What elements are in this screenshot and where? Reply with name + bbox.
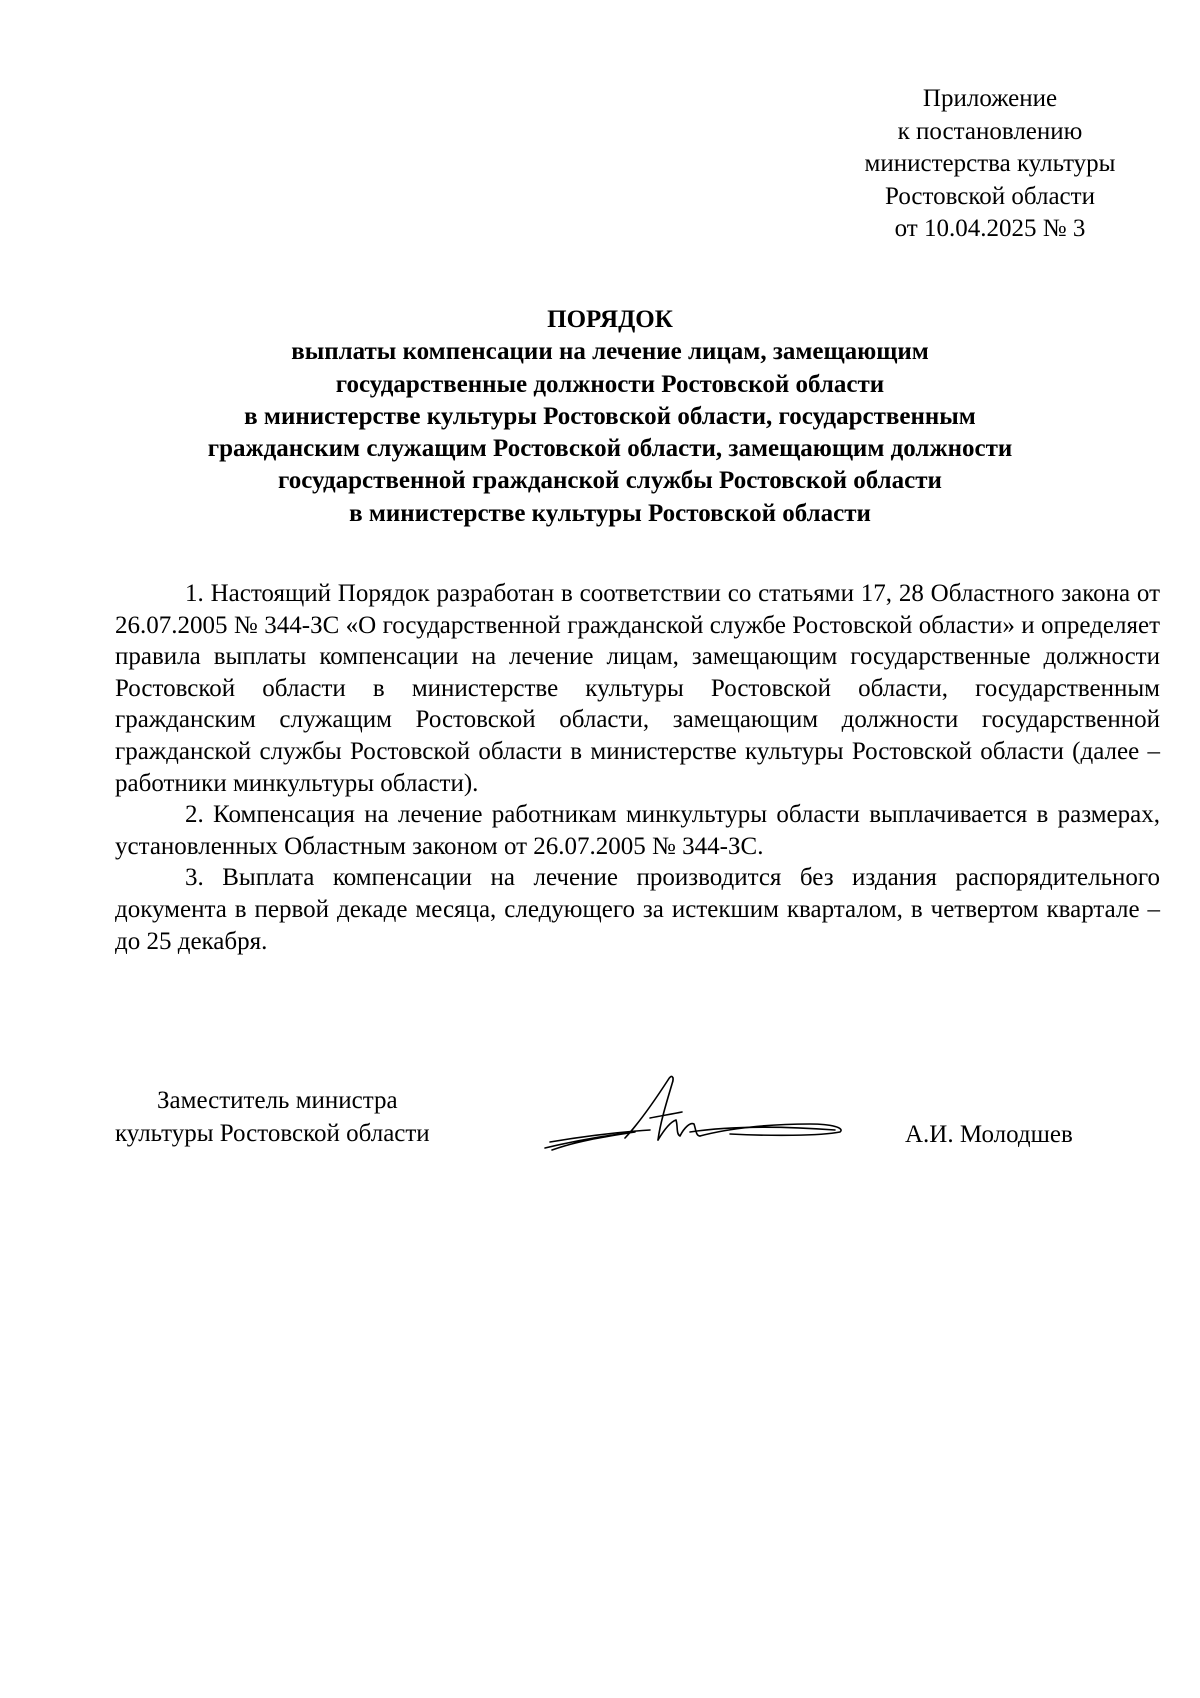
title-heading: ПОРЯДОК [547, 306, 673, 333]
appendix-block [830, 83, 1150, 246]
paragraph-1: 1. Настоящий Порядок разработан в соответствии со статьями 17, 28 Областного закона от 26.07.2005 № 344-ЗС «О государственной гражданской службе Ростовской области» и определяет правила выплаты компенсации на лечение лицам, замещающим государственные должности Ростовской области в министерстве культуры Ростовской области, государственным гражданским служащим Ростовской области, замещающим должности государственной гражданской службы Ростовской области в министерстве культуры Ростовской области (далее – работники минкультуры области). [115, 580, 1160, 797]
title-line: в министерстве культуры Ростовской области, государственным [244, 402, 976, 430]
document-body [115, 578, 1160, 957]
document-title [110, 304, 1110, 530]
paragraph-3: 3. Выплата компенсации на лечение производится без издания распорядительного документа в первой декаде месяца, следующего за истекшим кварталом, в четвертом квартале – до 25 декабря. [115, 864, 1160, 955]
appendix-line: Ростовской области [885, 182, 1095, 210]
title-line: государственные должности Ростовской области [335, 370, 885, 398]
signatory-position [115, 1084, 495, 1150]
handwritten-signature [540, 1070, 860, 1160]
title-line: государственной гражданской службы Ростовской области [278, 467, 942, 495]
paragraph-2: 2. Компенсация на лечение работникам минкультуры области выплачивается в размерах, установленных Областным законом от 26.07.2005 № 344-ЗС. [115, 801, 1160, 860]
title-line: в министерстве культуры Ростовской области [349, 499, 871, 527]
title-line: выплаты компенсации на лечение лицам, замещающим [291, 338, 929, 366]
appendix-date-number: от 10.04.2025 № 3 [894, 215, 1086, 242]
signatory-name: А.И. Молодшев [905, 1121, 1073, 1148]
position-line: культуры Ростовской области [115, 1120, 430, 1147]
appendix-line: министерства культуры [864, 150, 1116, 177]
appendix-line: к постановлению [897, 117, 1083, 145]
position-line: Заместитель министра [157, 1087, 398, 1114]
appendix-line: Приложение [922, 85, 1058, 112]
title-line: гражданским служащим Ростовской области, замещающим должности [207, 435, 1013, 463]
